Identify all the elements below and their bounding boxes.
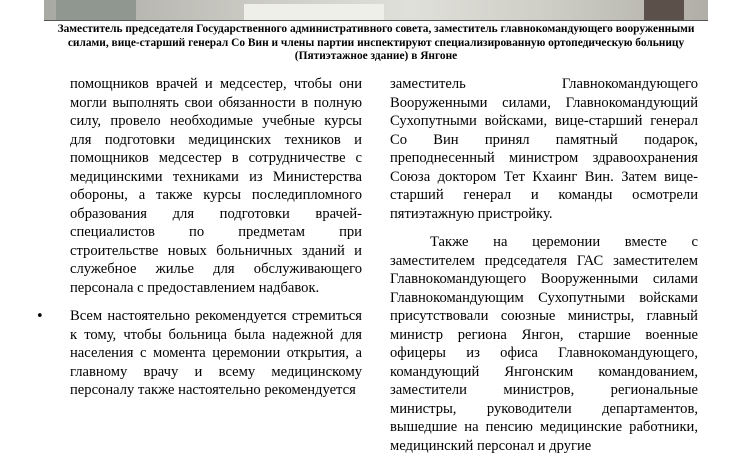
- left-paragraph: помощников врачей и медсестер, чтобы они могли выполнять свои обязанности в полную силу, провело необходимые учебные курсы для подготовки медицинских техников и помощников медсестер в сотрудничестве с медицинскими техниками из Министерства обороны, а также курсы последипломного образования для подготовки врачей-специалистов по предметам при строительстве новых больничных зданий и служебное жилье для обслуживающего персонала с предоставлением надбавок.: [70, 76, 362, 296]
- right-column: [390, 75, 698, 455]
- bullet-item: [36, 307, 362, 400]
- photo: [44, 0, 708, 21]
- photo-region: [244, 4, 384, 20]
- bullet-icon: •: [36, 309, 44, 324]
- photo-region: [644, 0, 684, 20]
- right-paragraph-2: Также на церемонии вместе с заместителем председателя ГАС заместителем Главнокомандующего Вооруженными силами Главнокомандующим Сухопутными войсками присутствовали союзные министры, главный министр региона Янгон, старшие военные офицеры из офиса Главнокомандующего, командующий Янгонским командованием, заместители министров, региональные министры, руководители департаментов, вышедшие на пенсию медицинские работники, медицинский персонал и другие: [390, 234, 698, 454]
- photo-caption: Заместитель председателя Государственного административного совета, заместитель главнокомандующего вооруженными силами, вице-старший генерал Со Вин и члены партии инспектируют специализированную ортопедическую больницу (Пятиэтажное здание) в Янгоне: [57, 23, 695, 62]
- photo-region: [56, 0, 136, 20]
- bullet-text: Всем настоятельно рекомендуется стремиться к тому, чтобы больница была надежной для населения с момента церемонии открытия, а главному врачу и всему медицинскому персоналу также настоятельно рекомендуется: [70, 308, 362, 398]
- right-paragraph-1: заместитель Главнокомандующего Вооруженными силами, Главнокомандующий Сухопутными войсками, вице-старший генерал Со Вин принял памятный подарок, преподнесенный министром здравоохранения Союза доктором Тет Кхаинг Вин. Затем вице-старший генерал и команды осмотрели пятиэтажную пристройку.: [390, 76, 698, 222]
- left-column: [36, 75, 362, 400]
